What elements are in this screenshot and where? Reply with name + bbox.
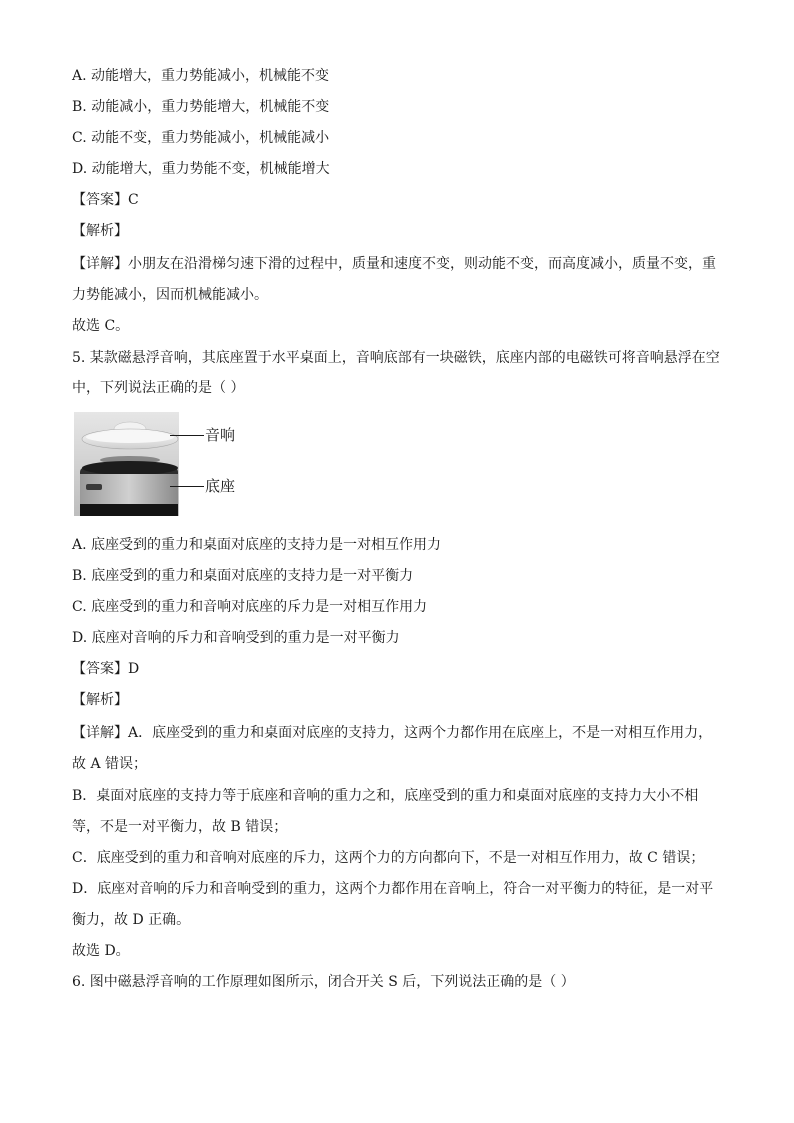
- speaker-label: 音响: [205, 426, 236, 444]
- base-leader-line: [170, 486, 204, 487]
- q4-detail-line-1: 【详解】小朋友在沿滑梯匀速下滑的过程中，质量和速度不变，则动能不变，而高度减小，质量不变，重: [72, 256, 716, 272]
- maglev-speaker-figure: [74, 412, 244, 516]
- maglev-speaker-photo: [74, 412, 179, 516]
- q5-detail-line-2: 故 A 错误；: [72, 756, 148, 772]
- q6-stem: 6. 图中磁悬浮音响的工作原理如图所示，闭合开关 S 后，下列说法正确的是（ ）: [72, 974, 575, 990]
- q4-answer: 【答案】C: [72, 192, 139, 208]
- q4-option-c: C. 动能不变，重力势能减小，机械能减小: [72, 130, 330, 146]
- q4-conclusion: 故选 C。: [72, 318, 130, 334]
- base-label: 底座: [205, 477, 236, 495]
- q4-option-b: B. 动能减小，重力势能增大，机械能不变: [72, 99, 330, 115]
- q5-option-a: A. 底座受到的重力和桌面对底座的支持力是一对相互作用力: [72, 537, 442, 553]
- speaker-leader-line: [170, 435, 204, 436]
- q5-conclusion: 故选 D。: [72, 943, 130, 959]
- q4-analysis-label: 【解析】: [72, 223, 128, 239]
- q5-stem-line-2: 中，下列说法正确的是（ ）: [72, 380, 245, 396]
- q5-detail-line-7: 衡力，故 D 正确。: [72, 912, 191, 928]
- q5-option-c: C. 底座受到的重力和音响对底座的斥力是一对相互作用力: [72, 599, 428, 615]
- q5-option-b: B. 底座受到的重力和桌面对底座的支持力是一对平衡力: [72, 568, 414, 584]
- q4-option-d: D. 动能增大，重力势能不变，机械能增大: [72, 161, 330, 177]
- q4-detail-line-2: 力势能减小，因而机械能减小。: [72, 287, 268, 303]
- maglev-speaker-illustration: [74, 412, 179, 516]
- q5-detail-line-4: 等，不是一对平衡力，故 B 错误；: [72, 819, 288, 835]
- q5-stem-line-1: 5. 某款磁悬浮音响，其底座置于水平桌面上，音响底部有一块磁铁，底座内部的电磁铁可将音响悬浮在空: [72, 350, 720, 366]
- q5-answer: 【答案】D: [72, 661, 140, 677]
- q5-option-d: D. 底座对音响的斥力和音响受到的重力是一对平衡力: [72, 630, 400, 646]
- q5-detail-line-3: B．桌面对底座的支持力等于底座和音响的重力之和，底座受到的重力和桌面对底座的支持力大小不相: [72, 788, 699, 804]
- q5-analysis-label: 【解析】: [72, 692, 128, 708]
- q5-detail-line-6: D．底座对音响的斥力和音响受到的重力，这两个力都作用在音响上，符合一对平衡力的特征，是一对平: [72, 881, 714, 897]
- q4-option-a: A. 动能增大，重力势能减小，机械能不变: [72, 68, 330, 84]
- q5-detail-line-1: 【详解】A．底座受到的重力和桌面对底座的支持力，这两个力都作用在底座上，不是一对相互作用力，: [72, 725, 713, 741]
- q5-detail-line-5: C．底座受到的重力和音响对底座的斥力，这两个力的方向都向下，不是一对相互作用力，故 C 错误；: [72, 850, 705, 866]
